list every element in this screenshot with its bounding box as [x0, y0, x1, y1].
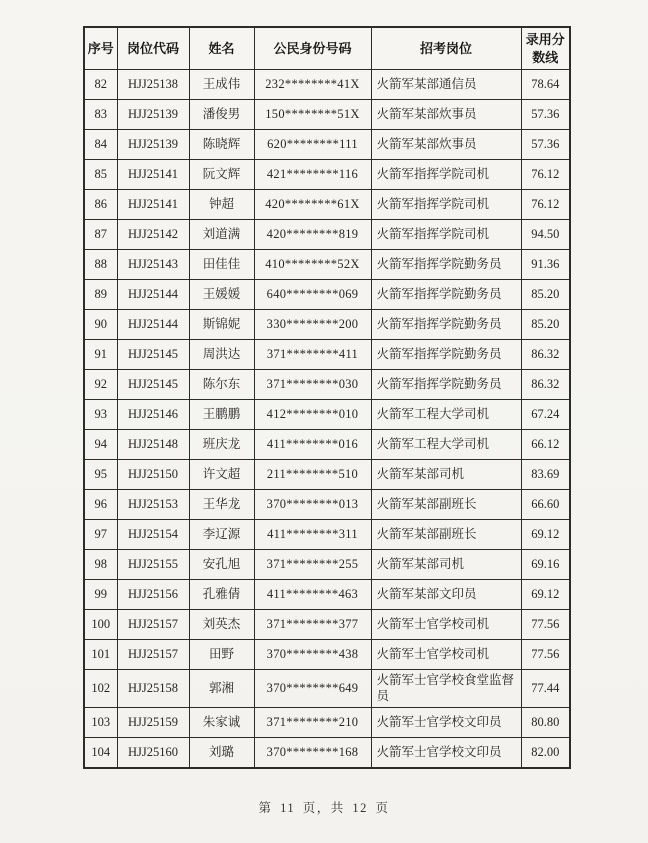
col-header-seq: 序号 — [84, 27, 117, 70]
table-row — [84, 550, 570, 580]
page-number: 第 11 页，共 12 页 — [258, 801, 390, 815]
cell-score: 85.20 — [521, 310, 570, 340]
cell-position: 火箭军指挥学院司机 — [371, 160, 521, 190]
cell-position: 火箭军某部文印员 — [371, 580, 521, 610]
cell-code: HJJ25145 — [117, 340, 189, 370]
cell-score: 77.56 — [521, 610, 570, 640]
cell-position: 火箭军某部通信员 — [371, 70, 521, 100]
cell-score: 67.24 — [521, 400, 570, 430]
cell-code: HJJ25144 — [117, 280, 189, 310]
cell-position: 火箭军某部炊事员 — [371, 100, 521, 130]
cell-score: 57.36 — [521, 130, 570, 160]
recruitment-score-table — [83, 26, 571, 769]
cell-code: HJJ25150 — [117, 460, 189, 490]
cell-position: 火箭军指挥学院勤务员 — [371, 310, 521, 340]
cell-name: 田佳佳 — [189, 250, 254, 280]
cell-code: HJJ25160 — [117, 737, 189, 768]
table-row — [84, 520, 570, 550]
cell-seq: 96 — [84, 490, 117, 520]
cell-name: 刘道满 — [189, 220, 254, 250]
cell-score: 85.20 — [521, 280, 570, 310]
cell-score: 86.32 — [521, 370, 570, 400]
table-row — [84, 430, 570, 460]
cell-id: 411********463 — [254, 580, 371, 610]
cell-position: 火箭军工程大学司机 — [371, 430, 521, 460]
cell-score: 78.64 — [521, 70, 570, 100]
cell-seq: 92 — [84, 370, 117, 400]
cell-position: 火箭军指挥学院勤务员 — [371, 280, 521, 310]
cell-name: 王媛媛 — [189, 280, 254, 310]
cell-seq: 90 — [84, 310, 117, 340]
cell-position: 火箭军士官学校文印员 — [371, 737, 521, 768]
col-header-code: 岗位代码 — [117, 27, 189, 70]
col-header-id: 公民身份号码 — [254, 27, 371, 70]
table-row — [84, 707, 570, 737]
cell-name: 郭湘 — [189, 670, 254, 708]
cell-code: HJJ25144 — [117, 310, 189, 340]
cell-name: 李辽源 — [189, 520, 254, 550]
table-header — [84, 27, 570, 70]
table-body — [84, 70, 570, 768]
cell-code: HJJ25154 — [117, 520, 189, 550]
cell-id: 371********377 — [254, 610, 371, 640]
cell-id: 371********210 — [254, 707, 371, 737]
cell-seq: 85 — [84, 160, 117, 190]
cell-name: 刘璐 — [189, 737, 254, 768]
cell-position: 火箭军某部司机 — [371, 550, 521, 580]
cell-name: 王华龙 — [189, 490, 254, 520]
cell-score: 86.32 — [521, 340, 570, 370]
cell-id: 371********411 — [254, 340, 371, 370]
cell-code: HJJ25158 — [117, 670, 189, 708]
cell-score: 77.44 — [521, 670, 570, 708]
cell-id: 150********51X — [254, 100, 371, 130]
cell-code: HJJ25157 — [117, 610, 189, 640]
cell-id: 420********819 — [254, 220, 371, 250]
cell-code: HJJ25139 — [117, 100, 189, 130]
cell-id: 370********649 — [254, 670, 371, 708]
cell-id: 370********013 — [254, 490, 371, 520]
cell-score: 83.69 — [521, 460, 570, 490]
cell-name: 班庆龙 — [189, 430, 254, 460]
cell-score: 94.50 — [521, 220, 570, 250]
cell-name: 斯锦妮 — [189, 310, 254, 340]
cell-position: 火箭军指挥学院司机 — [371, 190, 521, 220]
table-row — [84, 737, 570, 768]
cell-code: HJJ25138 — [117, 70, 189, 100]
table-row — [84, 70, 570, 100]
table-row — [84, 400, 570, 430]
cell-position: 火箭军某部炊事员 — [371, 130, 521, 160]
cell-seq: 95 — [84, 460, 117, 490]
table-row — [84, 460, 570, 490]
cell-seq: 94 — [84, 430, 117, 460]
cell-position: 火箭军士官学校司机 — [371, 640, 521, 670]
cell-seq: 89 — [84, 280, 117, 310]
cell-name: 安孔旭 — [189, 550, 254, 580]
table-row — [84, 280, 570, 310]
table-row — [84, 610, 570, 640]
cell-id: 370********438 — [254, 640, 371, 670]
cell-score: 69.12 — [521, 580, 570, 610]
cell-position: 火箭军指挥学院司机 — [371, 220, 521, 250]
cell-code: HJJ25142 — [117, 220, 189, 250]
cell-position: 火箭军工程大学司机 — [371, 400, 521, 430]
cell-seq: 82 — [84, 70, 117, 100]
cell-name: 周洪达 — [189, 340, 254, 370]
table-row — [84, 640, 570, 670]
table-row — [84, 370, 570, 400]
cell-id: 412********010 — [254, 400, 371, 430]
cell-name: 田野 — [189, 640, 254, 670]
cell-name: 朱家诚 — [189, 707, 254, 737]
cell-id: 411********311 — [254, 520, 371, 550]
cell-code: HJJ25141 — [117, 160, 189, 190]
cell-score: 57.36 — [521, 100, 570, 130]
cell-score: 76.12 — [521, 160, 570, 190]
cell-position: 火箭军士官学校食堂监督员 — [371, 670, 521, 708]
cell-score: 69.12 — [521, 520, 570, 550]
cell-seq: 104 — [84, 737, 117, 768]
cell-position: 火箭军指挥学院勤务员 — [371, 340, 521, 370]
cell-seq: 84 — [84, 130, 117, 160]
table-row — [84, 220, 570, 250]
cell-code: HJJ25148 — [117, 430, 189, 460]
cell-score: 77.56 — [521, 640, 570, 670]
cell-seq: 91 — [84, 340, 117, 370]
cell-seq: 99 — [84, 580, 117, 610]
cell-code: HJJ25157 — [117, 640, 189, 670]
cell-id: 371********255 — [254, 550, 371, 580]
cell-score: 69.16 — [521, 550, 570, 580]
table-row — [84, 580, 570, 610]
cell-position: 火箭军某部司机 — [371, 460, 521, 490]
cell-seq: 101 — [84, 640, 117, 670]
table-row — [84, 100, 570, 130]
cell-name: 陈晓辉 — [189, 130, 254, 160]
cell-id: 410********52X — [254, 250, 371, 280]
cell-score: 66.60 — [521, 490, 570, 520]
cell-id: 420********61X — [254, 190, 371, 220]
cell-id: 330********200 — [254, 310, 371, 340]
cell-name: 阮文辉 — [189, 160, 254, 190]
cell-id: 232********41X — [254, 70, 371, 100]
cell-code: HJJ25143 — [117, 250, 189, 280]
cell-seq: 102 — [84, 670, 117, 708]
cell-seq: 86 — [84, 190, 117, 220]
col-header-name: 姓名 — [189, 27, 254, 70]
table-row — [84, 310, 570, 340]
cell-score: 76.12 — [521, 190, 570, 220]
cell-code: HJJ25155 — [117, 550, 189, 580]
cell-code: HJJ25141 — [117, 190, 189, 220]
cell-seq: 88 — [84, 250, 117, 280]
col-header-score: 录用分数线 — [521, 27, 570, 70]
cell-code: HJJ25145 — [117, 370, 189, 400]
cell-name: 潘俊男 — [189, 100, 254, 130]
table-row — [84, 190, 570, 220]
table-row — [84, 340, 570, 370]
cell-seq: 87 — [84, 220, 117, 250]
table-row — [84, 160, 570, 190]
cell-name: 王成伟 — [189, 70, 254, 100]
cell-id: 421********116 — [254, 160, 371, 190]
cell-position: 火箭军士官学校司机 — [371, 610, 521, 640]
cell-name: 钟超 — [189, 190, 254, 220]
cell-id: 371********030 — [254, 370, 371, 400]
cell-name: 王鹏鹏 — [189, 400, 254, 430]
cell-position: 火箭军士官学校文印员 — [371, 707, 521, 737]
cell-code: HJJ25139 — [117, 130, 189, 160]
cell-seq: 83 — [84, 100, 117, 130]
cell-seq: 103 — [84, 707, 117, 737]
cell-name: 陈尔东 — [189, 370, 254, 400]
cell-id: 640********069 — [254, 280, 371, 310]
cell-seq: 98 — [84, 550, 117, 580]
header-row — [84, 27, 570, 70]
table-row — [84, 670, 570, 708]
cell-name: 孔雅倩 — [189, 580, 254, 610]
cell-seq: 93 — [84, 400, 117, 430]
table-row — [84, 250, 570, 280]
cell-name: 刘英杰 — [189, 610, 254, 640]
cell-position: 火箭军指挥学院勤务员 — [371, 250, 521, 280]
cell-id: 211********510 — [254, 460, 371, 490]
cell-position: 火箭军某部副班长 — [371, 520, 521, 550]
cell-code: HJJ25156 — [117, 580, 189, 610]
table-row — [84, 490, 570, 520]
cell-score: 66.12 — [521, 430, 570, 460]
cell-code: HJJ25146 — [117, 400, 189, 430]
cell-id: 620********111 — [254, 130, 371, 160]
cell-score: 82.00 — [521, 737, 570, 768]
cell-score: 91.36 — [521, 250, 570, 280]
cell-position: 火箭军某部副班长 — [371, 490, 521, 520]
cell-name: 许文超 — [189, 460, 254, 490]
cell-seq: 97 — [84, 520, 117, 550]
table-row — [84, 130, 570, 160]
cell-code: HJJ25153 — [117, 490, 189, 520]
col-header-position: 招考岗位 — [371, 27, 521, 70]
cell-code: HJJ25159 — [117, 707, 189, 737]
cell-id: 370********168 — [254, 737, 371, 768]
cell-position: 火箭军指挥学院勤务员 — [371, 370, 521, 400]
cell-id: 411********016 — [254, 430, 371, 460]
cell-score: 80.80 — [521, 707, 570, 737]
cell-seq: 100 — [84, 610, 117, 640]
